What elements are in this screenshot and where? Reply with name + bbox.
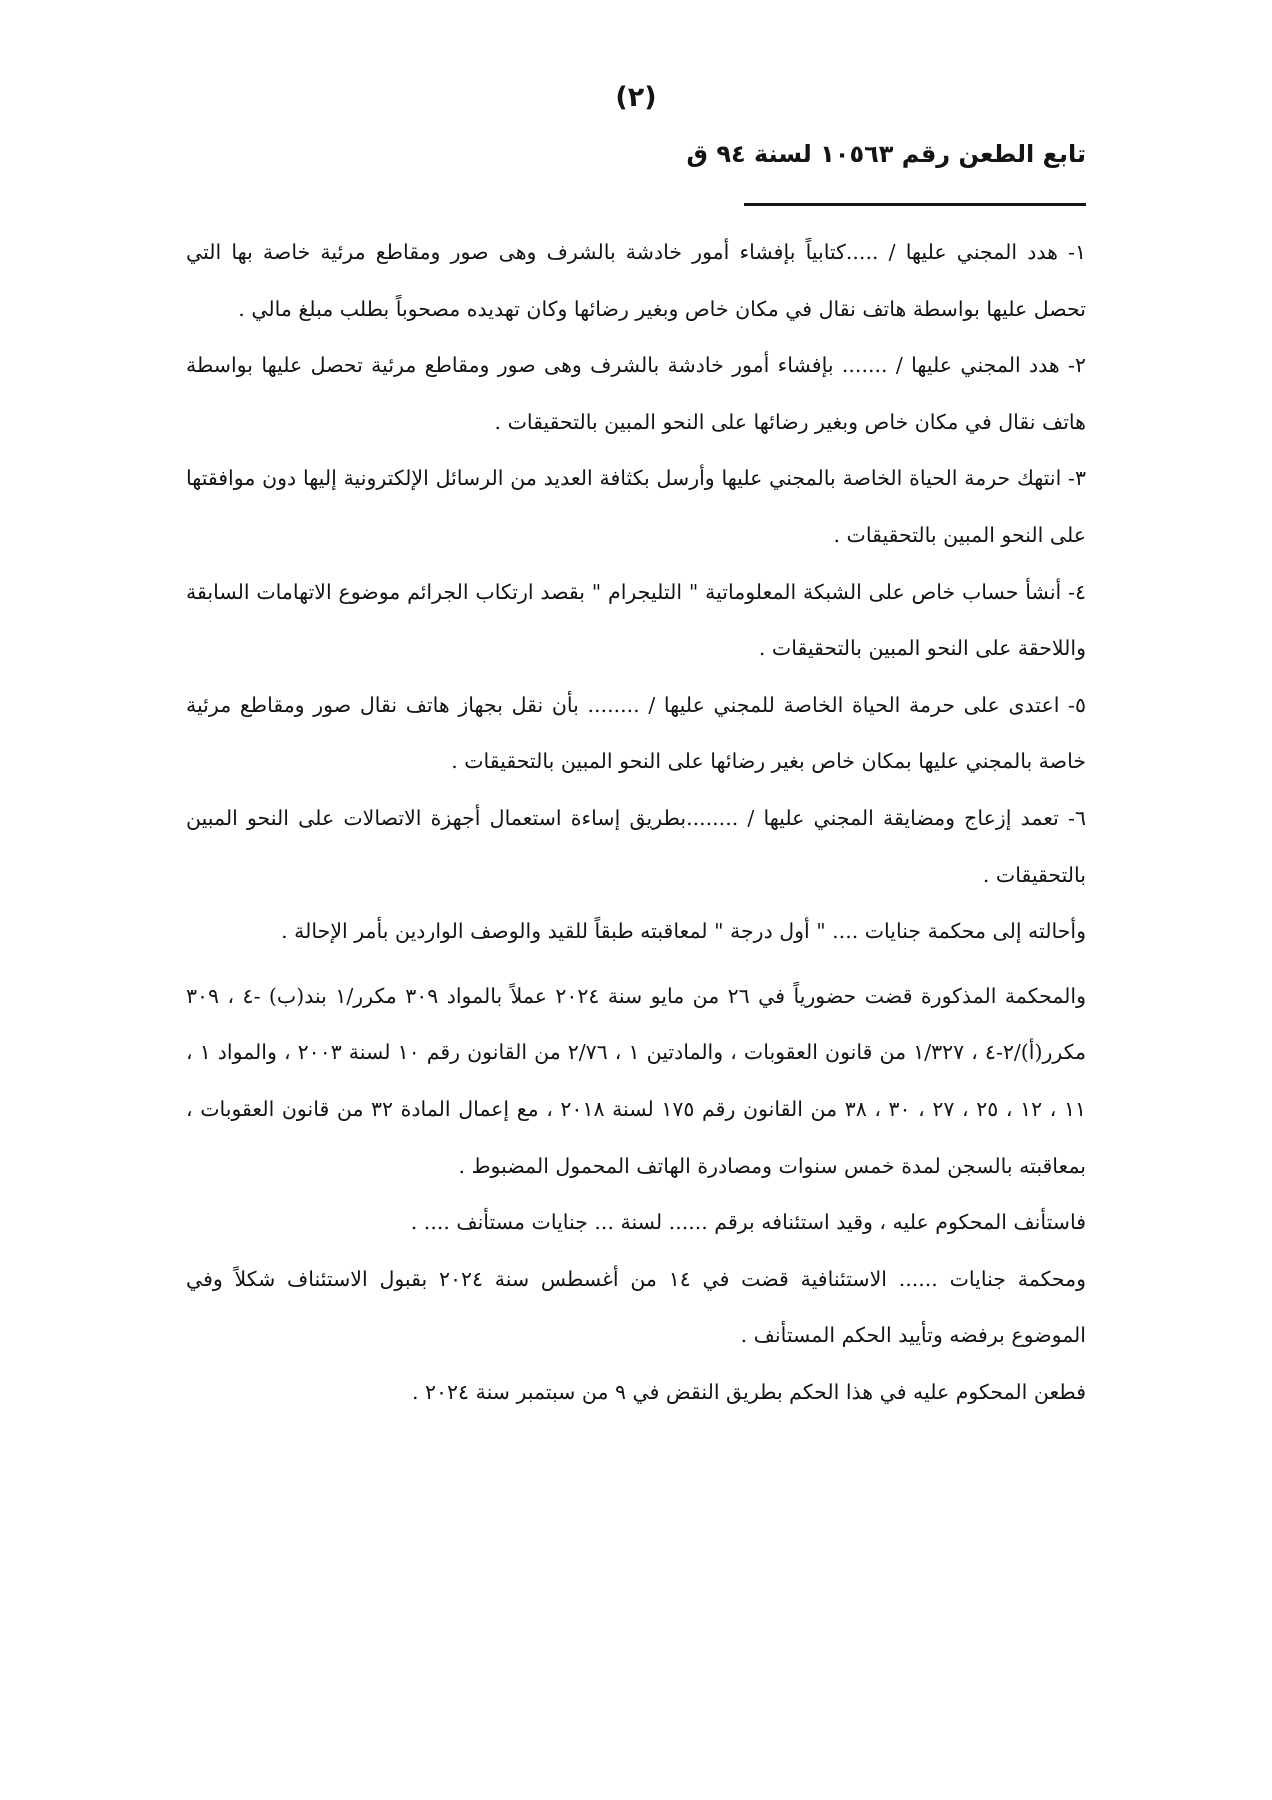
document-body bbox=[186, 224, 1086, 1420]
charge-4-paragraph: ٤- أنشأ حساب خاص على الشبكة المعلوماتية " التليجرام " بقصد ارتكاب الجرائم موضوع الاتهامات السابقة واللاحقة على النحو المبين بالتحقيقات . bbox=[186, 579, 1086, 661]
page-number: (٢) bbox=[615, 82, 657, 113]
charge-2-paragraph: ٢- هدد المجني عليها / ....... بإفشاء أمور خادشة بالشرف وهى صور ومقاطع مرئية تحصل عليها بواسطة هاتف نقال في مكان خاص وبغير رضائها على النحو المبين بالتحقيقات . bbox=[186, 353, 1086, 434]
charge-1-paragraph: ١- هدد المجني عليها / .....كتابياً بإفشاء أمور خادشة بالشرف وهى صور ومقاطع مرئية خاصة بها التي تحصل عليها بواسطة هاتف نقال في مكان خاص وبغير رضائها وكان تهديده مصحوباً بطلب مبلغ مالي . bbox=[186, 240, 1086, 321]
charge-6-paragraph: ٦- تعمد إزعاج ومضايقة المجني عليها / ........بطريق إساءة استعمال أجهزة الاتصالات على النحو المبين بالتحقيقات . bbox=[186, 805, 1086, 887]
appeal-filed-paragraph: فاستأنف المحكوم عليه ، وقيد استئنافه برقم ...... لسنة ... جنايات مستأنف .... . bbox=[410, 1210, 1086, 1235]
charge-5-paragraph: ٥- اعتدى على حرمة الحياة الخاصة للمجني عليها / ........ بأن نقل بجهاز هاتف نقال صور ومقاطع مرئية خاصة بالمجني عليها بمكان خاص بغير رضائها على النحو المبين بالتحقيقات . bbox=[186, 692, 1086, 774]
appeal-judgment-paragraph: ومحكمة جنايات ...... الاستئنافية قضت في ١٤ من أغسطس سنة ٢٠٢٤ بقبول الاستئناف شكلاً وفي الموضوع برفضه وتأييد الحكم المستأنف . bbox=[186, 1266, 1086, 1348]
charge-3-paragraph: ٣- انتهك حرمة الحياة الخاصة بالمجني عليها وأرسل بكثافة العديد من الرسائل الإلكترونية إليها دون موافقتها على النحو المبين بالتحقيقات . bbox=[186, 466, 1086, 547]
referral-paragraph: وأحالته إلى محكمة جنايات .... " أول درجة " لمعاقبته طبقاً للقيد والوصف الواردين بأمر الإحالة . bbox=[281, 919, 1086, 944]
cassation-filed-paragraph: فطعن المحكوم عليه في هذا الحكم بطريق النقض في ٩ من سبتمبر سنة ٢٠٢٤ . bbox=[411, 1379, 1086, 1404]
heading-underline bbox=[744, 203, 1086, 206]
first-instance-judgment-paragraph: والمحكمة المذكورة قضت حضورياً في ٢٦ من مايو سنة ٢٠٢٤ عملاً بالمواد ٣٠٩ مكرر/١ بند(ب) -٤ ، ٣٠٩ مكرر(أ)/٢-٤ ، ١/٣٢٧ من قانون العقوبات ، والمادتين ١ ، ٢/٧٦ من القانون رقم ١٠ لسنة ٢٠٠٣ ، والمواد ١ ، ١١ ، ١٢ ، ٢٥ ، ٢٧ ، ٣٠ ، ٣٨ من القانون رقم ١٧٥ لسنة ٢٠١٨ ، مع إعمال المادة ٣٢ من قانون العقوبات ، بمعاقبته بالسجن لمدة خمس سنوات ومصادرة الهاتف المحمول المضبوط . bbox=[186, 983, 1087, 1178]
case-heading: تابع الطعن رقم ١٠٥٦٣ لسنة ٩٤ ق bbox=[686, 140, 1086, 168]
